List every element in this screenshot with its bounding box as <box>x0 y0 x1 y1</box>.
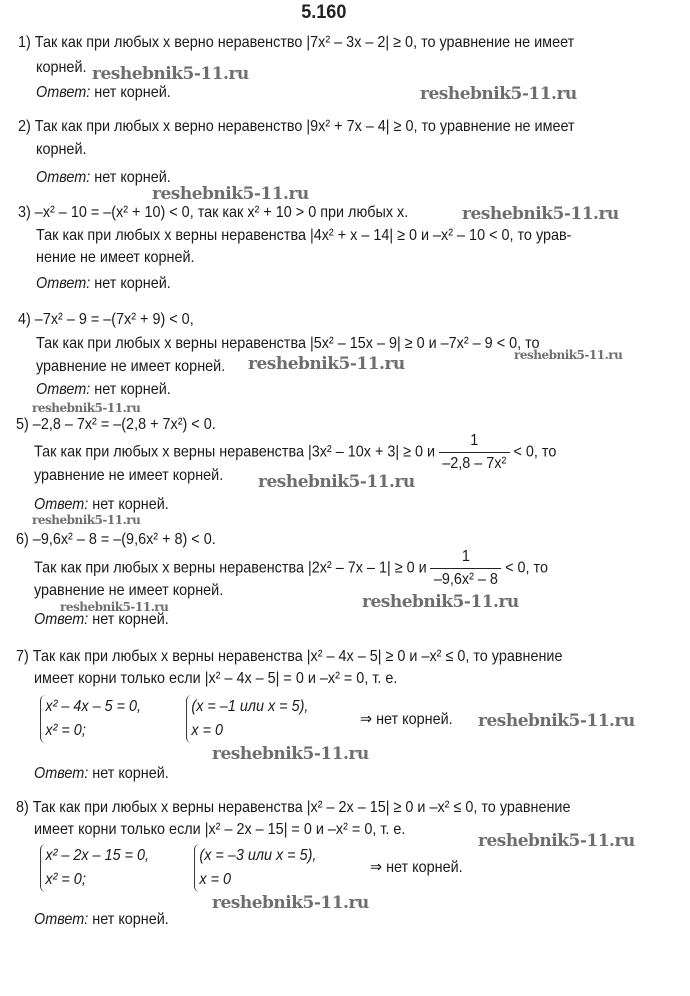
watermark: reshebnik5-11.ru <box>514 348 623 362</box>
item-3-answer: Ответ: нет корней. <box>36 275 171 292</box>
watermark: reshebnik5-11.ru <box>478 831 635 851</box>
watermark: reshebnik5-11.ru <box>60 600 169 614</box>
item-4-answer: Ответ: нет корней. <box>36 381 171 398</box>
item-3-line-2: Так как при любых x верны неравенства |4x² + x – 14| ≥ 0 и –x² – 10 < 0, то урав- <box>36 227 572 244</box>
item-2-line-1: 2) Так как при любых x верно неравенство |9x² + 7x – 4| ≥ 0, то уравнение не имеет <box>18 118 575 135</box>
problem-number: 5.160 <box>301 2 347 23</box>
item-1-answer: Ответ: нет корней. <box>36 84 171 101</box>
item-5-answer: Ответ: нет корней. <box>34 496 169 513</box>
watermark: reshebnik5-11.ru <box>478 711 635 731</box>
item-6-line-3: уравнение не имеет корней. <box>34 582 224 599</box>
fraction: $\frac{1}{\text{–2,8 – 7x²}}$ <box>439 430 510 475</box>
item-1-line-2: корней. <box>36 59 87 76</box>
watermark: reshebnik5-11.ru <box>248 354 405 374</box>
item-4-line-1: 4) –7x² – 9 = –(7x² + 9) < 0, <box>18 311 194 328</box>
item-1-line-1: 1) Так как при любых x верно неравенство |7x² – 3x – 2| ≥ 0, то уравнение не имеет <box>18 34 575 51</box>
item-7-system-left: x² – 4x – 5 = 0, x² = 0; <box>40 695 141 743</box>
watermark: reshebnik5-11.ru <box>362 592 519 612</box>
item-5-line-3: уравнение не имеет корней. <box>34 467 224 484</box>
item-2-line-2: корней. <box>36 141 87 158</box>
item-7-answer: Ответ: нет корней. <box>34 765 169 782</box>
item-6-line-2: Так как при любых x верны неравенства |2x² – 7x – 1| ≥ 0 и $\frac{1}{\text{–9,6x² – 8}}$ < 0, то <box>34 546 548 591</box>
item-7-line-2: имеет корни только если |x² – 4x – 5| = 0 и –x² = 0, т. е. <box>34 670 398 687</box>
watermark: reshebnik5-11.ru <box>152 184 309 204</box>
watermark: reshebnik5-11.ru <box>258 472 415 492</box>
item-7-line-1: 7) Так как при любых x верны неравенства |x² – 4x – 5| ≥ 0 и –x² ≤ 0, то уравнение <box>16 648 563 665</box>
item-8-line-2: имеет корни только если |x² – 2x – 15| = 0 и –x² = 0, т. е. <box>34 821 406 838</box>
watermark: reshebnik5-11.ru <box>462 204 619 224</box>
item-3-line-1: 3) –x² – 10 = –(x² + 10) < 0, так как x² + 10 > 0 при любых x. <box>18 204 409 221</box>
item-4-line-2: Так как при любых x верны неравенства |5x² – 15x – 9| ≥ 0 и –7x² – 9 < 0, то <box>36 335 540 352</box>
item-4-line-3: уравнение не имеет корней. <box>36 358 226 375</box>
item-7-system-right: (x = –1 или x = 5), x = 0 <box>186 695 308 743</box>
item-2-answer: Ответ: нет корней. <box>36 169 171 186</box>
watermark: reshebnik5-11.ru <box>32 513 141 527</box>
watermark: reshebnik5-11.ru <box>32 401 141 415</box>
item-8-system-left: x² – 2x – 15 = 0, x² = 0; <box>40 844 149 892</box>
item-6-answer: Ответ: нет корней. <box>34 611 169 628</box>
item-8-system-right: (x = –3 или x = 5), x = 0 <box>194 844 316 892</box>
watermark: reshebnik5-11.ru <box>212 893 369 913</box>
watermark: reshebnik5-11.ru <box>212 744 369 764</box>
watermark: reshebnik5-11.ru <box>420 84 577 104</box>
watermark: reshebnik5-11.ru <box>92 64 249 84</box>
item-5-line-1: 5) –2,8 – 7x² = –(2,8 + 7x²) < 0. <box>16 416 216 433</box>
item-8-line-1: 8) Так как при любых x верны неравенства |x² – 2x – 15| ≥ 0 и –x² ≤ 0, то уравнение <box>16 799 571 816</box>
item-6-line-1: 6) –9,6x² – 8 = –(9,6x² + 8) < 0. <box>16 531 216 548</box>
fraction: $\frac{1}{\text{–9,6x² – 8}}$ <box>430 546 501 591</box>
item-3-line-3: нение не имеет корней. <box>36 249 195 266</box>
item-7-conclusion: ⇒ нет корней. <box>360 711 453 728</box>
item-8-conclusion: ⇒ нет корней. <box>370 859 463 876</box>
item-5-line-2: Так как при любых x верны неравенства |3x² – 10x + 3| ≥ 0 и $\frac{1}{\text{–2,8 – 7x²}}$ < 0, то <box>34 430 556 475</box>
item-8-answer: Ответ: нет корней. <box>34 911 169 928</box>
